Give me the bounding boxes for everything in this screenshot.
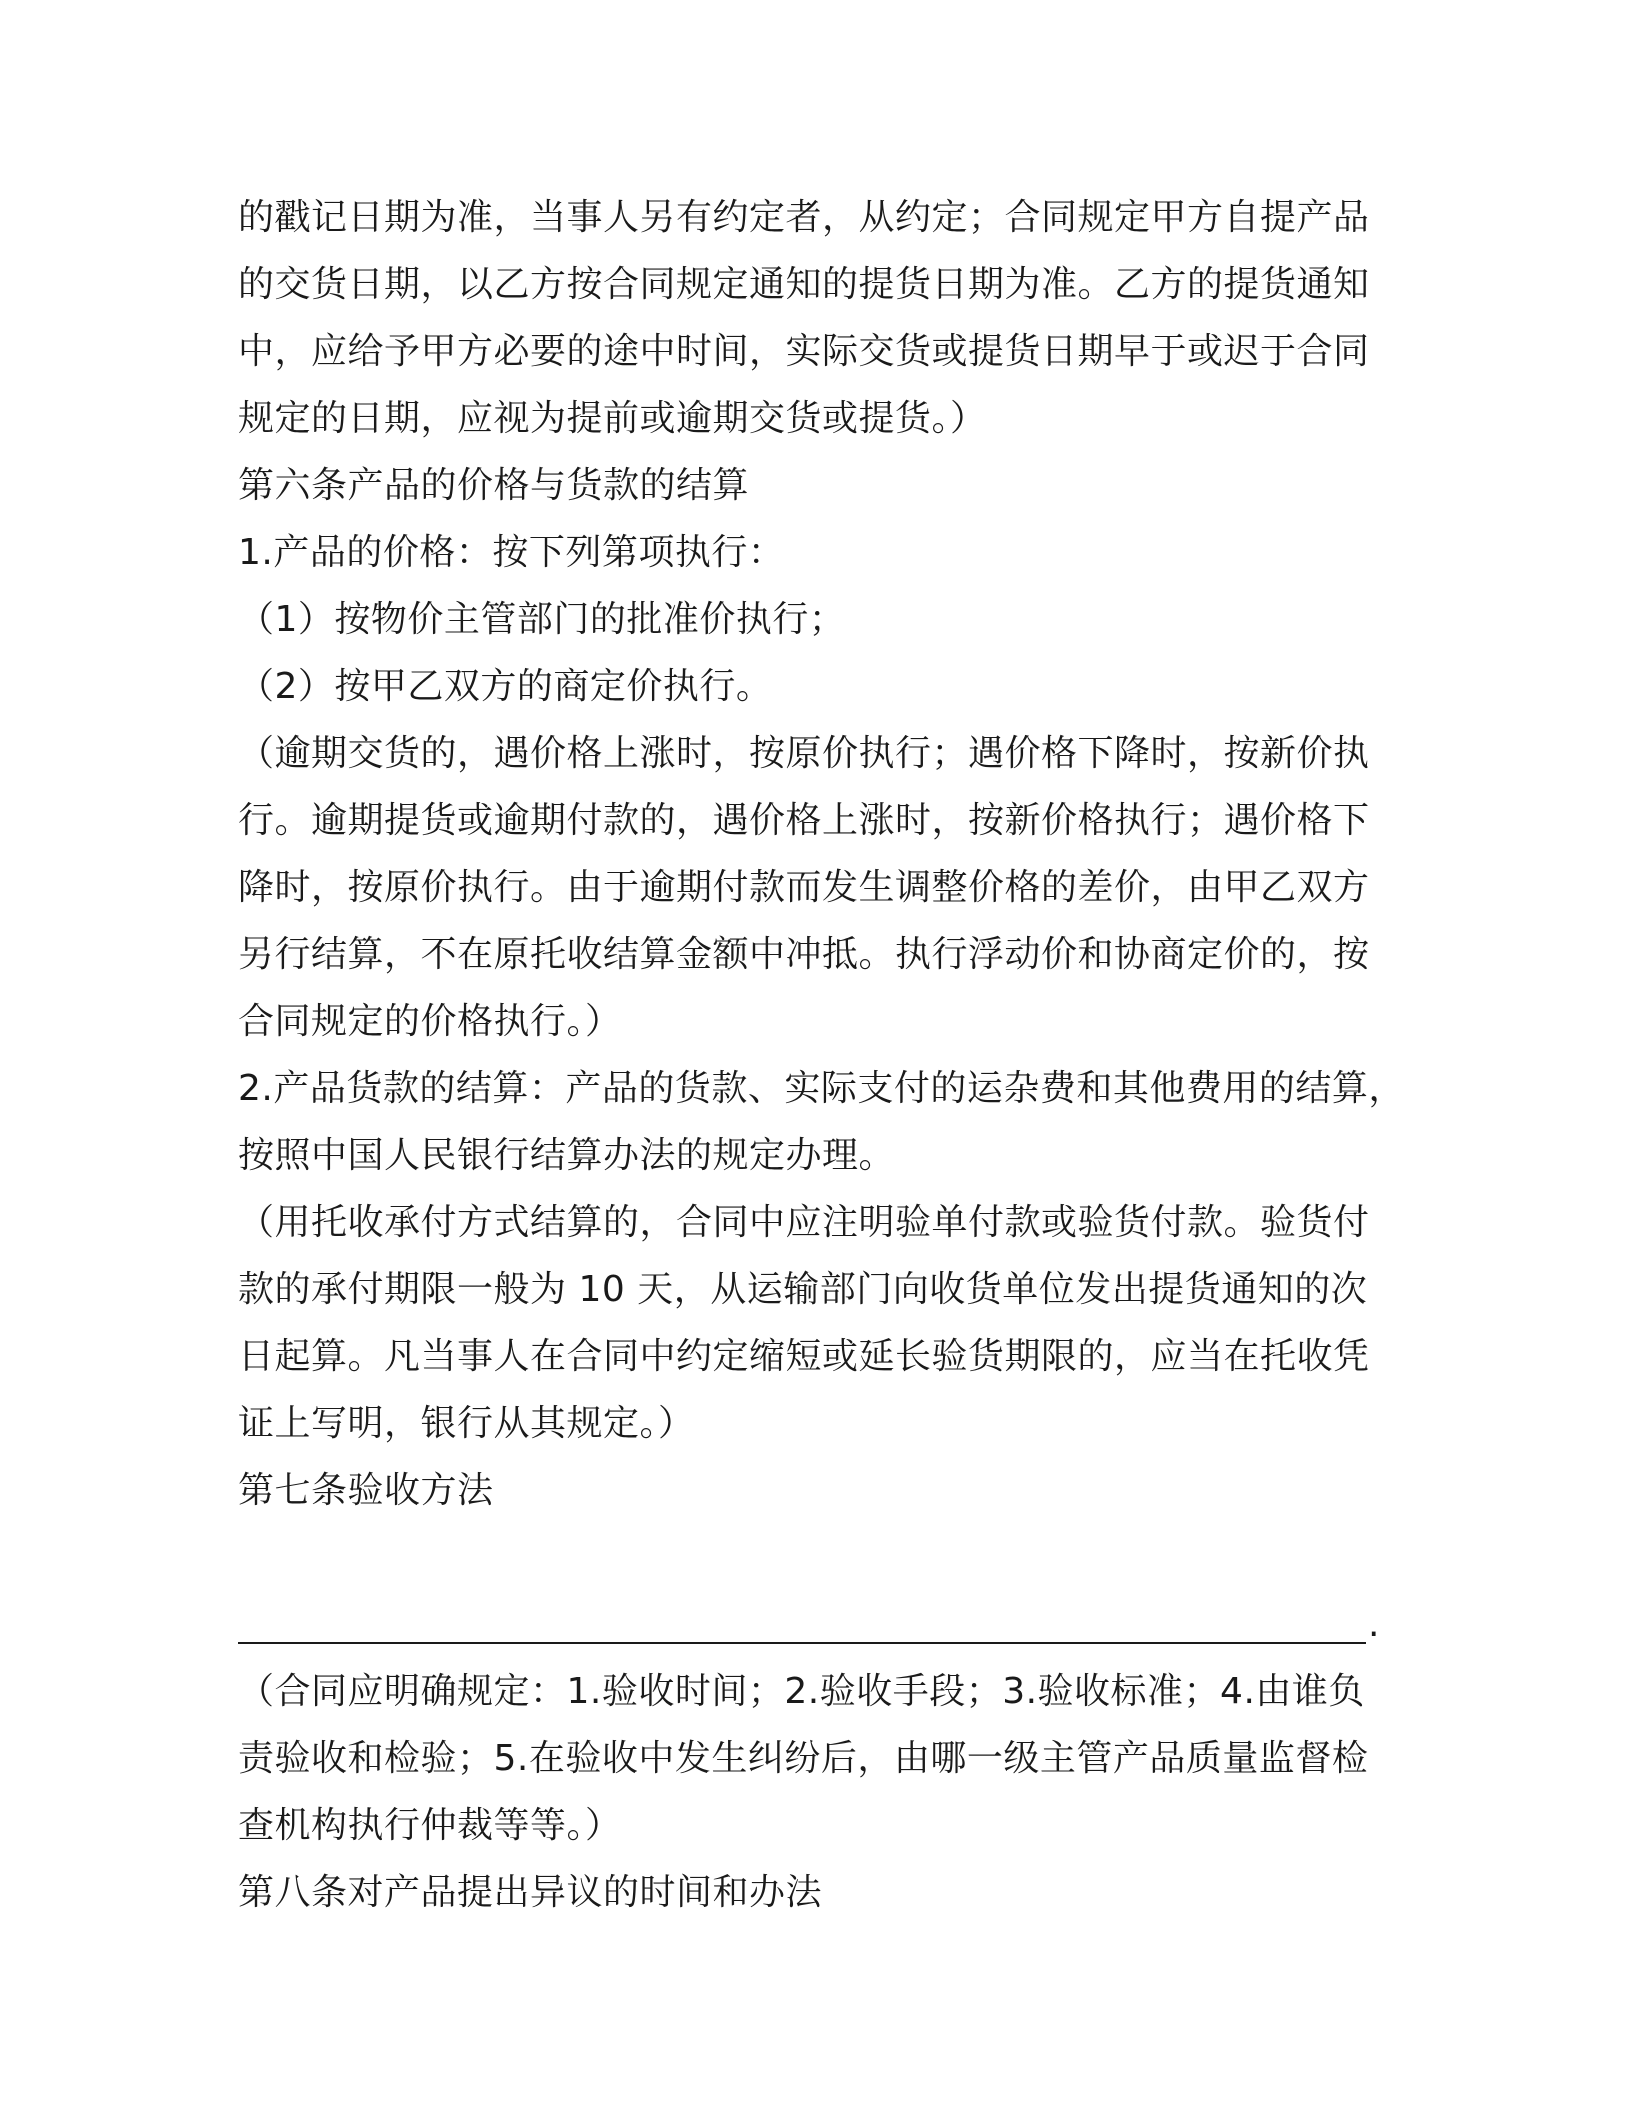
text-line: 查机构执行仲裁等等。） <box>238 1805 622 1846</box>
document-body <box>238 184 1405 1926</box>
blank-end-mark: . <box>1368 1604 1380 1645</box>
text-line: 责验收和检验；5.在验收中发生纠纷后，由哪一级主管产品质量监督检 <box>238 1738 1369 1779</box>
text-line: （逾期交货的，遇价格上涨时，按原价执行；遇价格下降时，按新价执 <box>238 733 1370 774</box>
text-line: 另行结算，不在原托收结算金额中冲抵。执行浮动价和协商定价的，按 <box>238 934 1370 975</box>
article-7-heading: 第七条验收方法 <box>238 1470 494 1511</box>
text-line: （合同应明确规定：1.验收时间；2.验收手段；3.验收标准；4.由谁负 <box>238 1671 1365 1712</box>
fill-in-blank <box>238 1591 1386 1658</box>
text-line: （用托收承付方式结算的，合同中应注明验单付款或验货付款。验货付 <box>238 1202 1370 1243</box>
text-line: 中，应给予甲方必要的途中时间，实际交货或提货日期早于或迟于合同 <box>238 331 1370 372</box>
text-line: 日起算。凡当事人在合同中约定缩短或延长验货期限的，应当在托收凭 <box>238 1336 1370 1377</box>
spacer <box>238 1524 1386 1591</box>
text-line: 规定的日期，应视为提前或逾期交货或提货。） <box>238 398 987 439</box>
text-line: 行。逾期提货或逾期付款的，遇价格上涨时，按新价格执行；遇价格下 <box>238 800 1370 841</box>
text-line: 2.产品货款的结算：产品的货款、实际支付的运杂费和其他费用的结算， <box>238 1068 1405 1109</box>
text-line: 降时，按原价执行。由于逾期付款而发生调整价格的差价，由甲乙双方 <box>238 867 1370 908</box>
text-line: （1）按物价主管部门的批准价执行； <box>238 599 846 640</box>
text-line: 1.产品的价格：按下列第项执行： <box>238 532 785 573</box>
text-line: 按照中国人民银行结算办法的规定办理。 <box>238 1135 896 1176</box>
article-6-heading: 第六条产品的价格与货款的结算 <box>238 465 750 506</box>
blank-underline <box>238 1642 1366 1644</box>
text-line: （2）按甲乙双方的商定价执行。 <box>238 666 773 707</box>
text-line: 款的承付期限一般为 10 天，从运输部门向收货单位发出提货通知的次 <box>238 1269 1368 1310</box>
text-line: 证上写明，银行从其规定。） <box>238 1403 695 1444</box>
article-8-heading: 第八条对产品提出异议的时间和办法 <box>238 1872 823 1913</box>
text-line: 的戳记日期为准，当事人另有约定者，从约定；合同规定甲方自提产品 <box>238 197 1370 238</box>
text-line: 的交货日期，以乙方按合同规定通知的提货日期为准。乙方的提货通知 <box>238 264 1370 305</box>
text-line: 合同规定的价格执行。） <box>238 1001 622 1042</box>
